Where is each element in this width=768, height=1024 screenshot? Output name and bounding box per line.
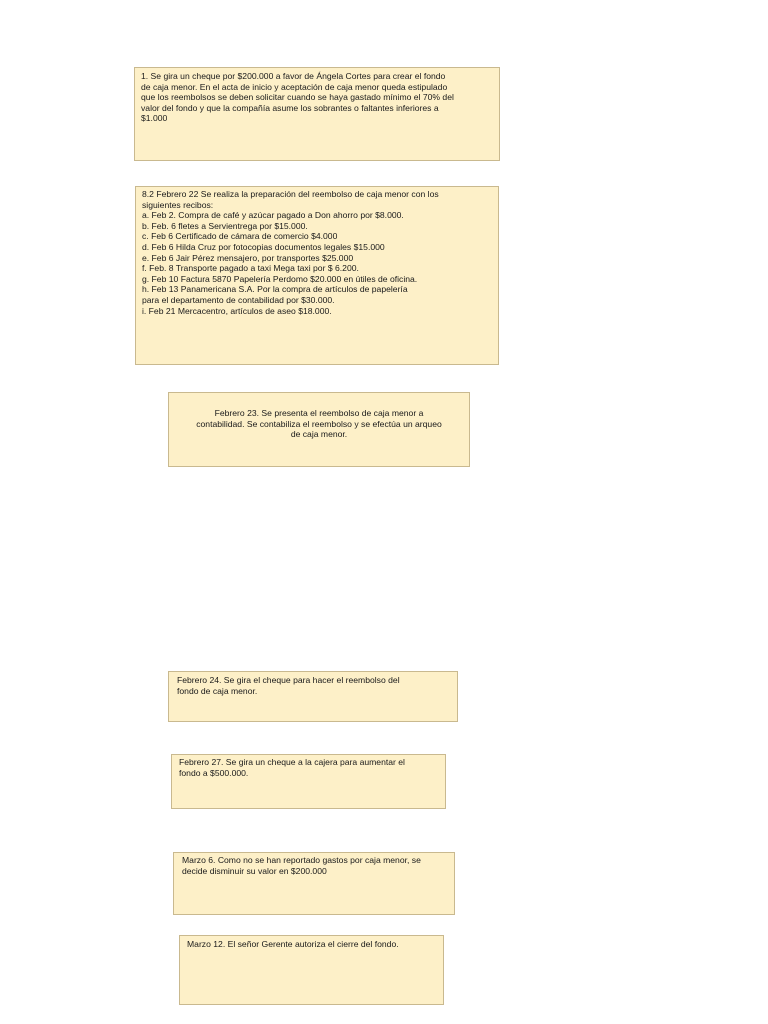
note-february-27	[171, 754, 446, 809]
note-line: Marzo 6. Como no se han reportado gastos por caja menor, se	[182, 855, 421, 865]
receipt-item: b. Feb. 6 fletes a Servientrega por $15.000.	[142, 220, 308, 231]
note-line: siguientes recibos:	[142, 199, 214, 210]
receipt-item: g. Feb 10 Factura 5870 Papelería Perdomo $20.000 en útiles de oficina.	[142, 273, 418, 284]
note-line: 1. Se gira un cheque por $200.000 a favor de Ángela Cortes para crear el fondo	[141, 71, 446, 81]
note-line: decide disminuir su valor en $200.000	[182, 865, 327, 876]
note-february-23	[168, 392, 470, 467]
note-february-24	[168, 671, 458, 722]
note-line: de caja menor. En el acta de inicio y aceptación de caja menor queda estipulado	[141, 81, 448, 92]
note-reimbursement-receipts	[135, 186, 499, 365]
note-march-6	[173, 852, 455, 915]
receipt-item: a. Feb 2. Compra de café y azúcar pagado a Don ahorro por $8.000.	[142, 210, 404, 221]
note-line: fondo a $500.000.	[179, 767, 249, 778]
note-line: $1.000	[141, 113, 168, 124]
note-line: fondo de caja menor.	[177, 685, 258, 696]
receipt-item: f. Feb. 8 Transporte pagado a taxi Mega taxi por $ 6.200.	[142, 263, 359, 274]
note-line: que los reembolsos se deben solicitar cuando se haya gastado mínimo el 70% del	[141, 92, 454, 103]
receipt-item: c. Feb 6 Certificado de cámara de comercio $4.000	[142, 231, 338, 242]
receipt-item: i. Feb 21 Mercacentro, artículos de aseo $18.000.	[142, 305, 332, 316]
receipt-item: para el departamento de contabilidad por $30.000.	[142, 294, 335, 305]
receipt-item: h. Feb 13 Panamericana S.A. Por la compra de artículos de papelería	[142, 284, 408, 295]
note-line: Febrero 24. Se gira el cheque para hacer el reembolso del	[177, 675, 400, 685]
note-march-12	[179, 935, 444, 1005]
note-fund-creation	[134, 67, 500, 161]
note-line: contabilidad. Se contabiliza el reembolso y se efectúa un arqueo	[196, 418, 442, 429]
receipt-item: e. Feb 6 Jair Pérez mensajero, por transportes $25.000	[142, 252, 354, 263]
note-line: 8.2 Febrero 22 Se realiza la preparación del reembolso de caja menor con los	[142, 189, 439, 199]
note-line: Febrero 23. Se presenta el reembolso de caja menor a	[214, 408, 424, 418]
note-line: Marzo 12. El señor Gerente autoriza el cierre del fondo.	[187, 939, 399, 949]
note-line: Febrero 27. Se gira un cheque a la cajera para aumentar el	[179, 757, 405, 767]
receipt-item: d. Feb 6 Hilda Cruz por fotocopias documentos legales $15.000	[142, 241, 385, 252]
note-line: de caja menor.	[290, 429, 348, 440]
note-line: valor del fondo y que la compañía asume los sobrantes o faltantes inferiores a	[141, 102, 439, 113]
